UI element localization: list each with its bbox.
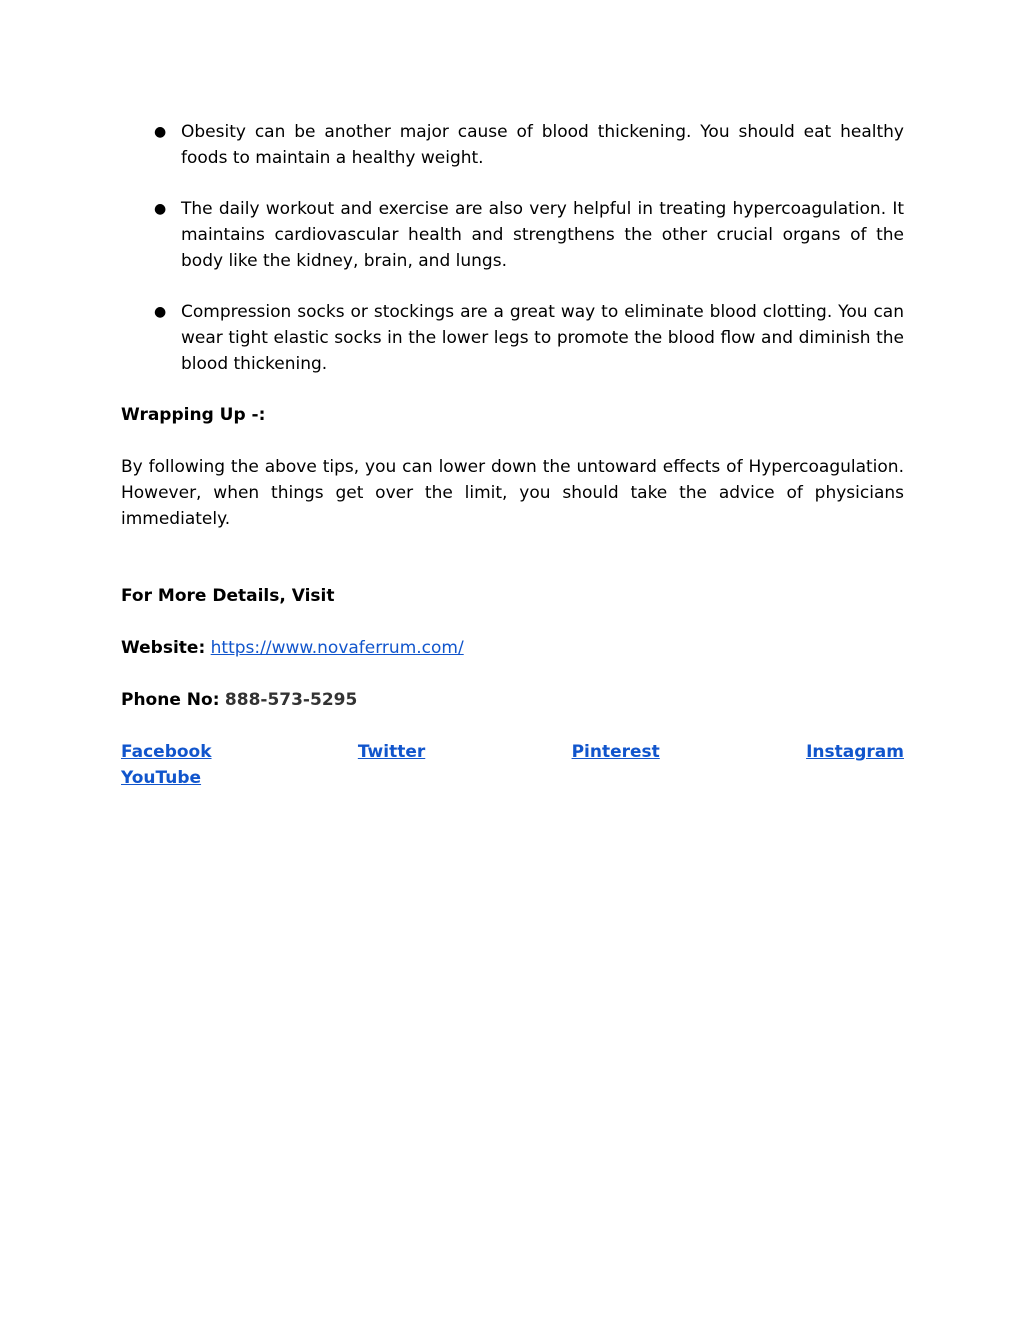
- spacer: [121, 532, 904, 583]
- spacer: [121, 428, 904, 454]
- list-item: [121, 119, 904, 171]
- phone-number: 888-573-5295: [224, 690, 358, 710]
- spacer: [121, 609, 904, 635]
- social-links-overflow: [121, 765, 904, 791]
- wrapping-up-heading: Wrapping Up -:: [121, 405, 266, 425]
- youtube-link[interactable]: YouTube: [121, 768, 202, 788]
- twitter-link[interactable]: Twitter: [357, 742, 426, 762]
- list-item: [121, 299, 904, 377]
- list-item: [121, 196, 904, 274]
- phone-line: [121, 687, 904, 713]
- list-item-text: Compression socks or stockings are a great way to eliminate blood clotting. You can wear tight elastic socks in the lower legs to promote the blood flow and diminish the blood thickening.: [181, 302, 904, 374]
- bullet-icon: ●: [154, 304, 167, 320]
- phone-label: Phone No:: [121, 690, 220, 710]
- social-links: [121, 739, 904, 765]
- details-heading: For More Details, Visit: [121, 586, 335, 606]
- instagram-link[interactable]: Instagram: [806, 742, 904, 762]
- list-item-text: Obesity can be another major cause of blood thickening. You should eat healthy foods to maintain a healthy weight.: [181, 122, 904, 168]
- website-line: [121, 635, 904, 661]
- list-item-text: The daily workout and exercise are also very helpful in treating hypercoagulation. It maintains cardiovascular health and strengthens the other crucial organs of the body like the kidney, brain, and lungs.: [181, 199, 904, 271]
- spacer: [121, 661, 904, 687]
- website-label: Website:: [121, 638, 206, 658]
- bullet-icon: ●: [154, 124, 167, 140]
- facebook-link[interactable]: Facebook: [121, 742, 212, 762]
- website-link[interactable]: https://www.novaferrum.com/: [210, 638, 464, 658]
- bullet-icon: ●: [154, 201, 167, 217]
- tips-list: [121, 119, 904, 377]
- wrapping-up-paragraph: By following the above tips, you can lower down the untoward effects of Hypercoagulation. However, when things get over the limit, you should take the advice of physicians immediately.: [121, 457, 904, 529]
- document-page: [121, 119, 904, 791]
- pinterest-link[interactable]: Pinterest: [571, 742, 660, 762]
- spacer: [121, 713, 904, 739]
